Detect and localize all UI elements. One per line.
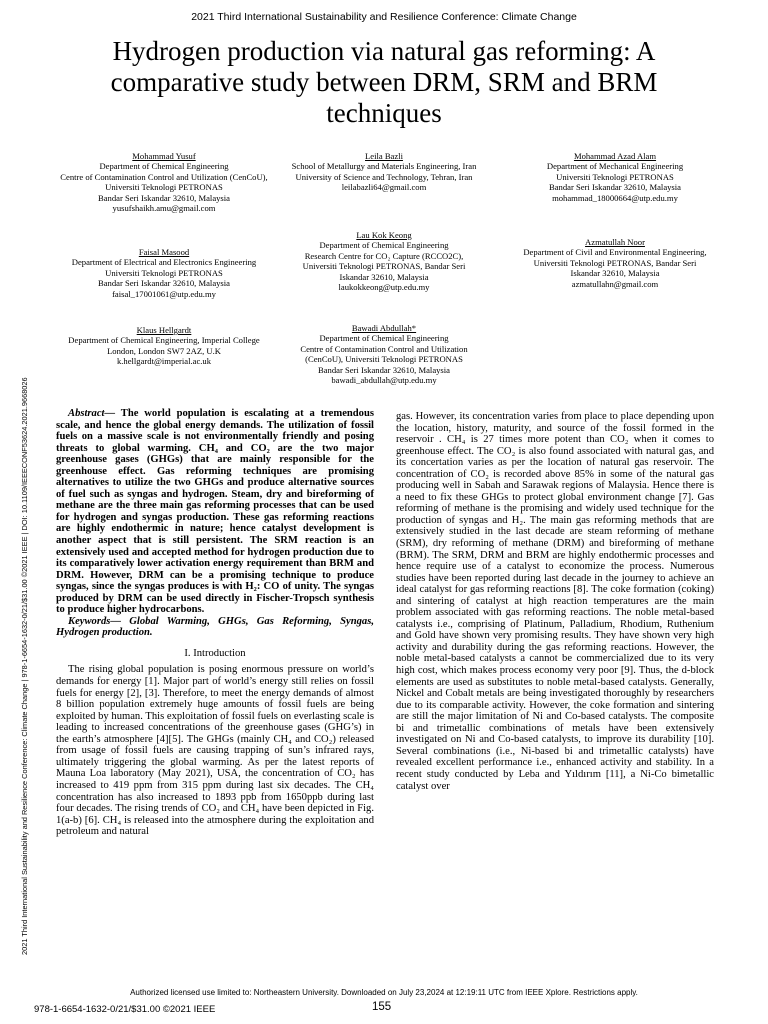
author-affiliation: Bandar Seri Iskandar 32610, Malaysia (549, 182, 681, 193)
author-name: Azmatullah Noor (585, 237, 645, 247)
author-name: Mohammad Yusuf (132, 151, 196, 161)
side-doi-strip (6, 265, 29, 955)
author-block (58, 151, 270, 213)
keywords (56, 616, 374, 639)
author-affiliation: Bandar Seri Iskandar 32610, Malaysia (318, 364, 450, 375)
author-email: yusufshaikh.amu@gmail.com (112, 203, 216, 214)
author-email: bawadi_abdullah@utp.edu.my (331, 375, 437, 386)
conference-header: 2021 Third International Sustainability and Resilience Conference: Climate Change (191, 11, 577, 23)
paper-title: Hydrogen production via natural gas reforming: A comparative study between DRM, SRM and BRM techniques (110, 36, 658, 129)
author-affiliation: School of Metallurgy and Materials Engineering, Iran University of Science and Technology, Tehran, Iran (291, 161, 477, 182)
author-block (283, 151, 485, 193)
author-block (58, 247, 270, 299)
keywords-text: Global Warming, GHGs, Gas Reforming, Syngas, Hydrogen production. (56, 615, 374, 639)
author-name: Leila Bazli (365, 151, 403, 161)
body-paragraph: gas. However, its concentration varies from place to place depending upon the location, history, maturity, and source of the fossil formed in the reservoir . CH₄ is 27 times more potent than CO₂ when it comes to greenhouse effect. The CO₂ is also found associated with natural gas, and its concertation varies as per the location of natural gas reservoir. The concentration of CO₂ is recorded above 85% in some of the natural gas producing well in Sabah and Sarawak regions of Malaysia. Hence there is a need to fix these GHGs to protect global environment change [7]. Gas reforming of methane is the promising and widely used technique for the production of syngas and H₂. The main gas reforming methods that are extensively studied in the last decade are steam reforming of methane (SRM), dry reforming of methane (DRM) and bireforming of methane (BRM). The SRM, DRM and BRM are highly endothermic processes and hence require use of a catalyst to economize the process. Numerous studies have been reported during last decade in the journey to achieve an ideal catalyst for gas reforming reactions [8]. The coke formation (coking) and sintering of catalyst at high reaction temperatures are the main problem associated with gas reforming reactions. The noble metal-based catalysts i.e., comprising of Platinum, Palladium, Rhodium, Ruthenium and Gold have shown very promising results. They have shown very high activity and durability during the gas reforming reactions. However, the noble metal-based catalysts a cannot be commercialized due to its very high cost, which makes process economy very poor [9]. Thus, the d-block elements are used as substitutes to noble metal-based catalysts. Generally, Nickel and Cobalt metals are being investigated thoroughly by researchers due to its comparable activity. However, the coke formation and sintering are still the major limitation of Ni and Co-based catalysts. The composite bi and trimetallic combinations of metals have been extensively investigated on Ni and Co-based catalysts, to improve its durability [10]. Several combinations (i.e., Ni-based bi and trimetallic catalysts) have revealed excellent performance i.e., enhanced activity and stability. In a recent study conducted by Leba and Yıldırım [11], a Ni-Co bimetallic catalyst over (396, 411, 714, 792)
author-affiliation: Research Centre for CO₂ Capture (RCCO2C), Universiti Teknologi PETRONAS, Bandar Seri Iskandar 32610, Malaysia (302, 250, 466, 282)
right-column (396, 411, 714, 792)
section-heading-introduction: I. Introduction (184, 647, 246, 659)
author-name: Faisal Masood (138, 247, 190, 257)
isbn-line: 978-1-6654-1632-0/21/$31.00 ©2021 IEEE (34, 1004, 216, 1015)
author-affiliation: Centre of Contamination Control and Utilization (CenCoU), Universiti Teknologi PETRONAS (60, 171, 268, 193)
author-block (58, 325, 270, 367)
author-affiliation: Department of Civil and Environmental Engineering, Universiti Teknologi PETRONAS, Bandar Seri Iskandar 32610, Malaysia (523, 247, 707, 279)
author-block (520, 237, 710, 289)
author-affiliation: Bandar Seri Iskandar 32610, Malaysia (98, 192, 230, 203)
author-affiliation: Universiti Teknologi PETRONAS (105, 267, 223, 278)
author-email: k.hellgardt@imperial.ac.uk (116, 356, 212, 367)
author-name: Klaus Hellgardt (136, 325, 192, 335)
author-email: laukokkeong@utp.edu.my (338, 282, 430, 293)
author-affiliation: Universiti Teknologi PETRONAS (556, 171, 674, 182)
author-name: Bawadi Abdullah* (351, 323, 417, 333)
author-name: Mohammad Azad Alam (573, 151, 657, 161)
author-email: faisal_17001061@utp.edu.my (112, 288, 216, 299)
author-block (290, 230, 478, 292)
left-column (56, 408, 374, 838)
author-block (512, 151, 718, 203)
abstract-text: The world population is escalating at a tremendous scale, and hence the global energy demands. The utilization of fossil fuels on a massive scale is not environmentally friendly and posing threats to global warming. CH₄ and CO₂ are the two major greenhouse gases (GHGs) that are mainly responsible for the greenhouse effect. Gas reforming techniques are promising alternatives to utilize the two GHGs and produce alternative sources of fuel such as syngas and hydrogen. Steam, dry and bireforming of methane are the three main gas reforming processes that can be used for hydrogen and syngas production. These gas reforming reactions are highly endothermic in nature; hence catalyst development is another aspect that is still persistent. The SRM reaction is an extensively used and accepted method for hydrogen production due to its comparatively lower activation energy requirement than BRM and DRM. However, DRM can be a promising technique to produce syngas, since the syngas produces is with H₂: CO of unity. The syngas produced by DRM can be used directly in Fischer-Tropsch synthesis to produce higher hydrocarbons. (56, 408, 374, 616)
author-email: leilabazli64@gmail.com (341, 182, 427, 193)
page-number: 155 (372, 1001, 392, 1013)
author-affiliation: Department of Chemical Engineering (319, 240, 449, 251)
license-note: Authorized licensed use limited to: Northeastern University. Downloaded on July 23,2024 at 12:19:11 UTC from IEEE Xplore. Restrictions apply. (130, 988, 638, 997)
author-affiliation: Department of Electrical and Electronics Engineering (71, 257, 257, 268)
abstract (56, 408, 374, 616)
author-affiliation: Department of Chemical Engineering (319, 333, 449, 344)
author-email: azmatullahn@gmail.com (571, 278, 659, 289)
author-affiliation: Department of Chemical Engineering, Imperial College London, London SW7 2AZ, U.K (68, 335, 260, 356)
keywords-label: Keywords— (68, 615, 121, 627)
author-affiliation: Department of Chemical Engineering (99, 161, 229, 172)
intro-paragraph: The rising global population is posing enormous pressure on world’s demands for energy [1]. Major part of world’s energy still relies on fossil fuels for energy [2], [3]. Therefore, to meet the energy demands of almost 8 billion population extremely huge amounts of fossil fuels are being exploited by human. This exploitation of fossil fuels on everlasting scale is leading to increased concentrations of the greenhouse gases (GHG’s) in the earth’s atmosphere [4][5]. The GHGs (mainly CH₄ and CO₂) released from usage of fossil fuels are causing trapping of sun’s infrared rays, ultimately triggering the global warming. As per the latest reports of Mauna Loa laboratory (May 2021), USA, the concentration of CO₂ has increased to 419 ppm from 315 ppm during last six decades. The CH₄ concentration has also increased to 1893 ppb from 1650ppb during last four decades. The rising trends of CO₂ and CH₄ have been depicted in Fig. 1(a-b) [6]. CH₄ is released into the atmosphere during the exploitation and petroleum and natural (56, 664, 374, 838)
author-email: mohammad_18000664@utp.edu.my (552, 192, 678, 203)
author-name: Lau Kok Keong (356, 230, 412, 240)
author-affiliation: Bandar Seri Iskandar 32610, Malaysia (98, 278, 230, 289)
abstract-label: Abstract— (68, 408, 116, 419)
side-doi-text: 2021 Third International Sustainability and Resilience Conference: Climate Change | 978-1-6654-1632-0/21/$31.00 ©2021 IEEE | DOI: 10.1109/IEEECONF53624.2021.9668026 (20, 377, 29, 955)
author-block (288, 323, 480, 385)
author-affiliation: Department of Mechanical Engineering (546, 161, 684, 172)
author-affiliation: Centre of Contamination Control and Utilization (CenCoU), Universiti Teknologi PETRONAS (300, 343, 468, 365)
